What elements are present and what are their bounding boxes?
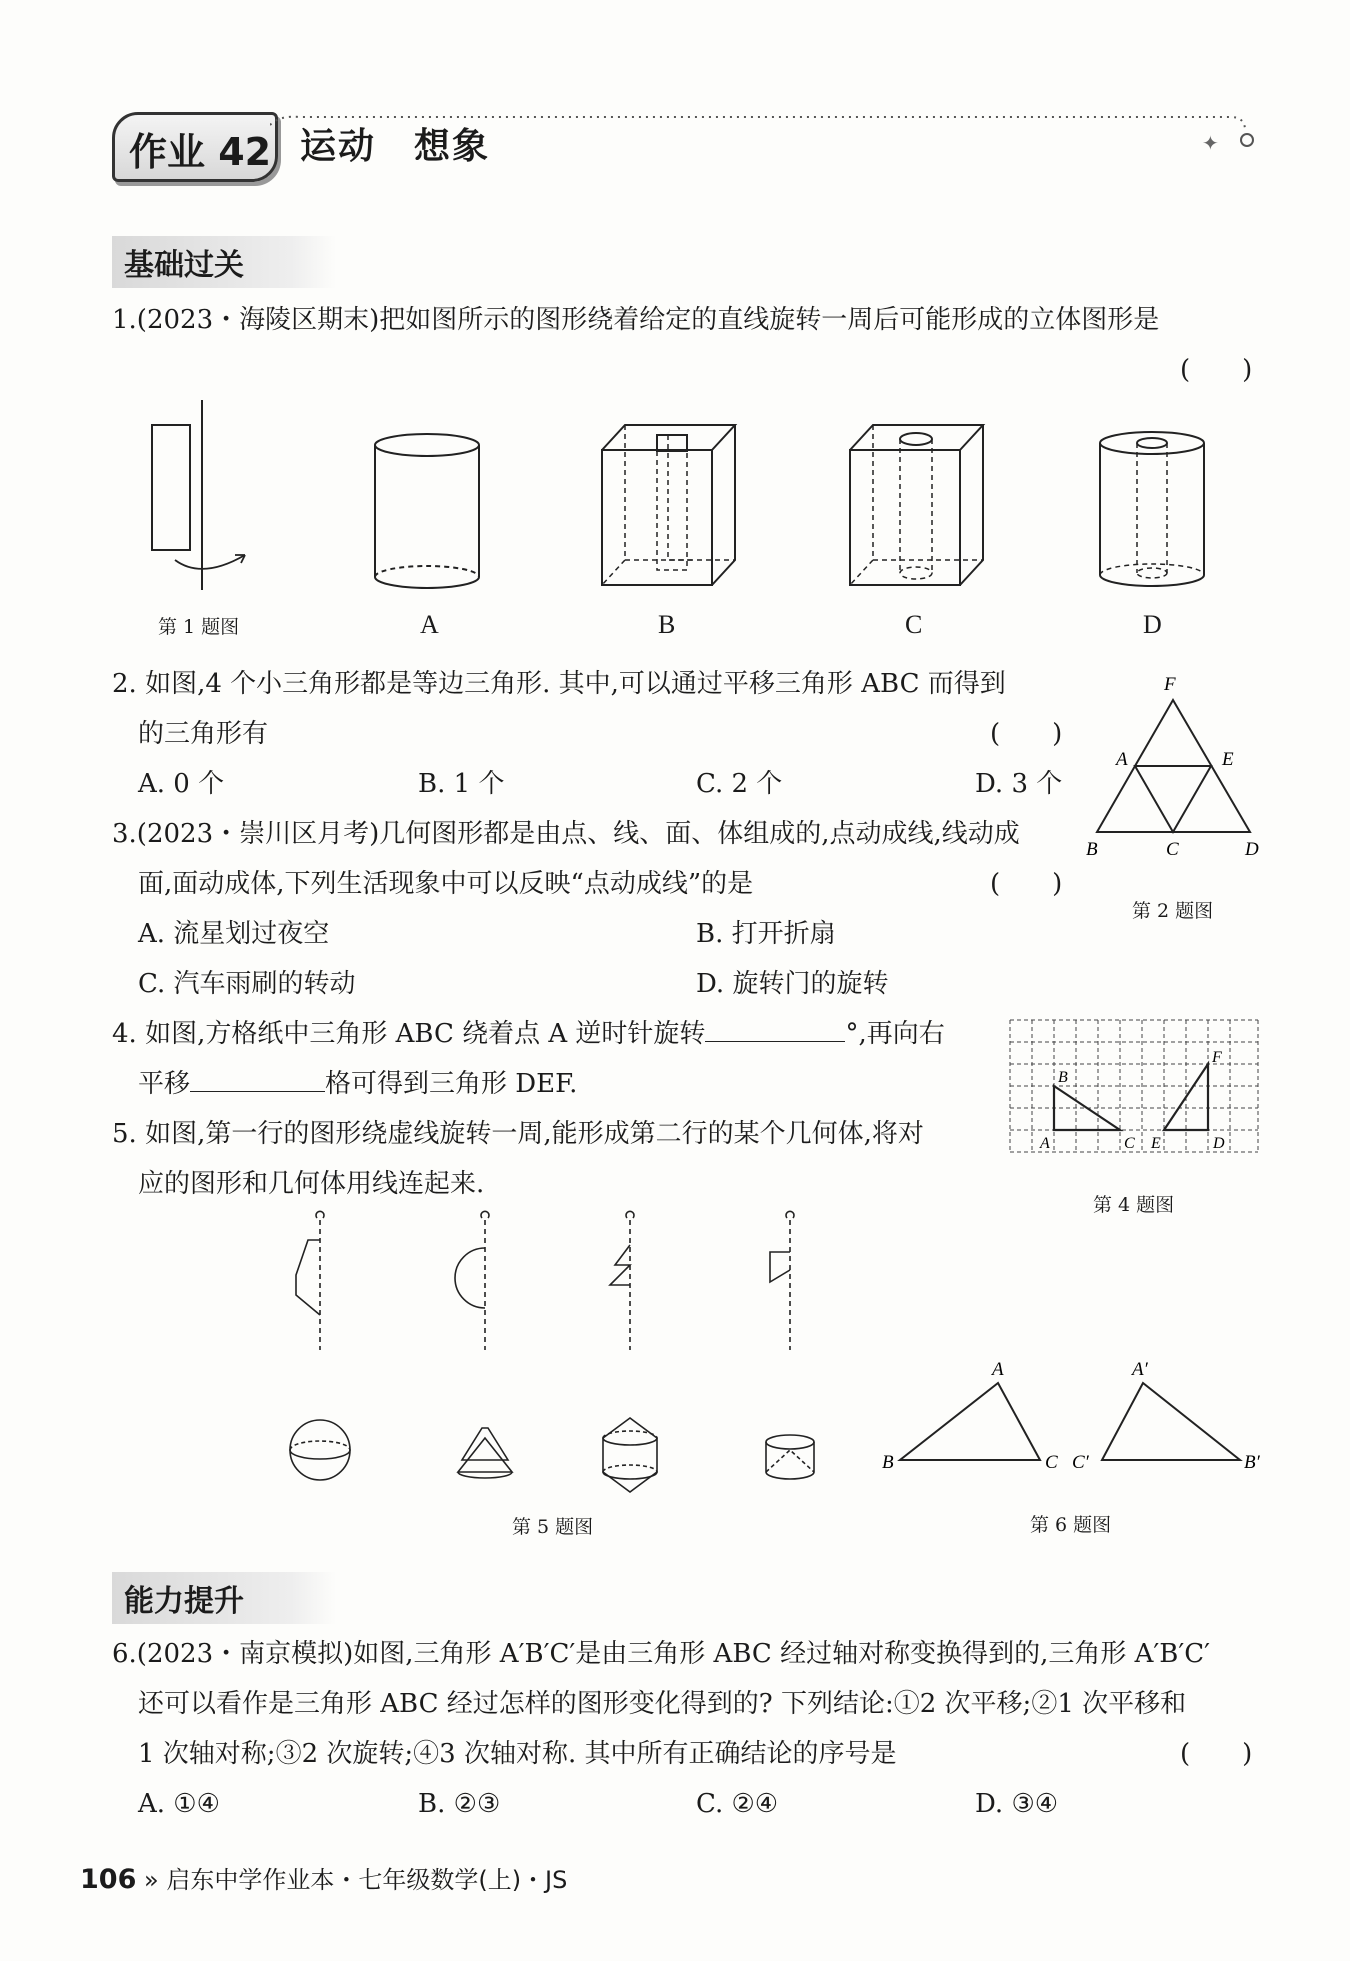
q1-answer-paren: ( ) <box>1180 355 1253 385</box>
q2-point-c: C <box>1166 839 1179 860</box>
q2-point-b: B <box>1086 839 1098 860</box>
q4-line2 <box>138 1064 577 1104</box>
q5-line2: 应的图形和几何体用线连起来. <box>138 1169 485 1199</box>
q2-option-a: A. 0 个 <box>138 769 225 799</box>
q4-point-e: E <box>1151 1135 1161 1152</box>
q1-option-c: C <box>905 610 923 639</box>
q2-line1: 2. 如图,4 个小三角形都是等边三角形. 其中,可以通过平移三角形 ABC 而得到 <box>112 669 1006 699</box>
header-decoration <box>270 105 1270 165</box>
q3-option-a: A. 流星划过夜空 <box>138 919 330 949</box>
q2-option-c: C. 2 个 <box>696 769 783 799</box>
q4-text-1: 4. 如图,方格纸中三角形 ABC 绕着点 A 逆时针旋转 <box>112 1019 706 1049</box>
svg-text:✦: ✦ <box>1202 131 1219 155</box>
q4-line1 <box>112 1014 945 1054</box>
q1-option-b: B <box>658 610 676 639</box>
book-title: 启东中学作业本・七年级数学(上)・JS <box>166 1866 568 1894</box>
q1-caption: 第 1 题图 <box>158 616 240 638</box>
assignment-number: 作业 42 <box>129 130 272 174</box>
q4-point-a: A <box>1040 1135 1050 1152</box>
q2-caption: 第 2 题图 <box>1132 900 1214 922</box>
q6-point-b: B <box>882 1452 894 1473</box>
q6-option-d: D. ③④ <box>975 1789 1059 1819</box>
q3-answer-paren: ( ) <box>990 869 1063 899</box>
q3-option-c: C. 汽车雨刷的转动 <box>138 969 356 999</box>
q2-point-e: E <box>1222 749 1234 770</box>
q6-point-a-prime: A′ <box>1132 1359 1148 1380</box>
q4-text-3: 平移 <box>138 1069 191 1099</box>
q4-caption: 第 4 题图 <box>1093 1194 1175 1216</box>
q6-option-a: A. ①④ <box>138 1789 220 1819</box>
q4-point-b: B <box>1058 1069 1068 1086</box>
q6-option-b: B. ②③ <box>418 1789 501 1819</box>
q4-point-c: C <box>1124 1135 1135 1152</box>
q2-point-a: A <box>1116 749 1128 770</box>
q4-text-2: °,再向右 <box>845 1019 945 1049</box>
q2-figure <box>1080 670 1280 860</box>
q1-stem: 1.(2023・海陵区期末)把如图所示的图形绕着给定的直线旋转一周后可能形成的立体图形是 <box>112 305 1160 335</box>
q6-caption: 第 6 题图 <box>1030 1514 1112 1536</box>
q6-option-c: C. ②④ <box>696 1789 779 1819</box>
q3-line2: 面,面动成体,下列生活现象中可以反映“点动成线”的是 <box>138 869 754 899</box>
q6-point-a: A <box>992 1359 1004 1380</box>
q6-point-b-prime: B′ <box>1244 1452 1260 1473</box>
q5-caption: 第 5 题图 <box>512 1516 594 1538</box>
q6-line2: 还可以看作是三角形 ABC 经过怎样的图形变化得到的? 下列结论:①2 次平移;②1 次平移和 <box>138 1689 1187 1719</box>
page-number: 106 <box>80 1864 137 1895</box>
q3-line1: 3.(2023・崇川区月考)几何图形都是由点、线、面、体组成的,点动成线,线动成 <box>112 819 1020 849</box>
page-footer <box>80 1860 567 1895</box>
page-title: 运动 想象 <box>300 126 491 167</box>
q6-line3: 1 次轴对称;③2 次旋转;④3 次轴对称. 其中所有正确结论的序号是 <box>138 1739 897 1769</box>
q4-grid-figure <box>1008 1018 1260 1154</box>
q6-point-c: C <box>1045 1452 1058 1473</box>
q1-figures <box>140 395 1280 605</box>
q6-point-c-prime: C′ <box>1072 1452 1089 1473</box>
q1-option-d: D <box>1143 610 1162 639</box>
q1-option-a: A <box>420 610 439 639</box>
q4-text-4: 格可得到三角形 DEF. <box>325 1069 578 1099</box>
q4-blank-angle[interactable] <box>705 1041 845 1042</box>
q6-figure <box>870 1355 1270 1485</box>
q3-option-b: B. 打开折扇 <box>696 919 836 949</box>
section-basic: 基础过关 <box>112 236 336 288</box>
q5-line1: 5. 如图,第一行的图形绕虚线旋转一周,能形成第二行的某个几何体,将对 <box>112 1119 924 1149</box>
section-advanced: 能力提升 <box>112 1572 336 1624</box>
q4-point-f: F <box>1212 1049 1222 1066</box>
q2-option-d: D. 3 个 <box>975 769 1063 799</box>
assignment-badge <box>112 112 278 182</box>
q2-option-b: B. 1 个 <box>418 769 505 799</box>
q5-figure <box>270 1210 850 1510</box>
q2-line2: 的三角形有 <box>138 719 269 749</box>
q6-line1: 6.(2023・南京模拟)如图,三角形 A′B′C′是由三角形 ABC 经过轴对称变换得到的,三角形 A′B′C′ <box>112 1639 1211 1669</box>
q3-option-d: D. 旋转门的旋转 <box>696 969 889 999</box>
q2-answer-paren: ( ) <box>990 719 1063 749</box>
q4-blank-squares[interactable] <box>190 1091 325 1092</box>
chevron-right-icon: » <box>144 1866 167 1894</box>
q2-point-d: D <box>1245 839 1259 860</box>
q6-answer-paren: ( ) <box>1180 1739 1253 1769</box>
q2-point-f: F <box>1164 674 1176 695</box>
q4-point-d: D <box>1213 1135 1225 1152</box>
